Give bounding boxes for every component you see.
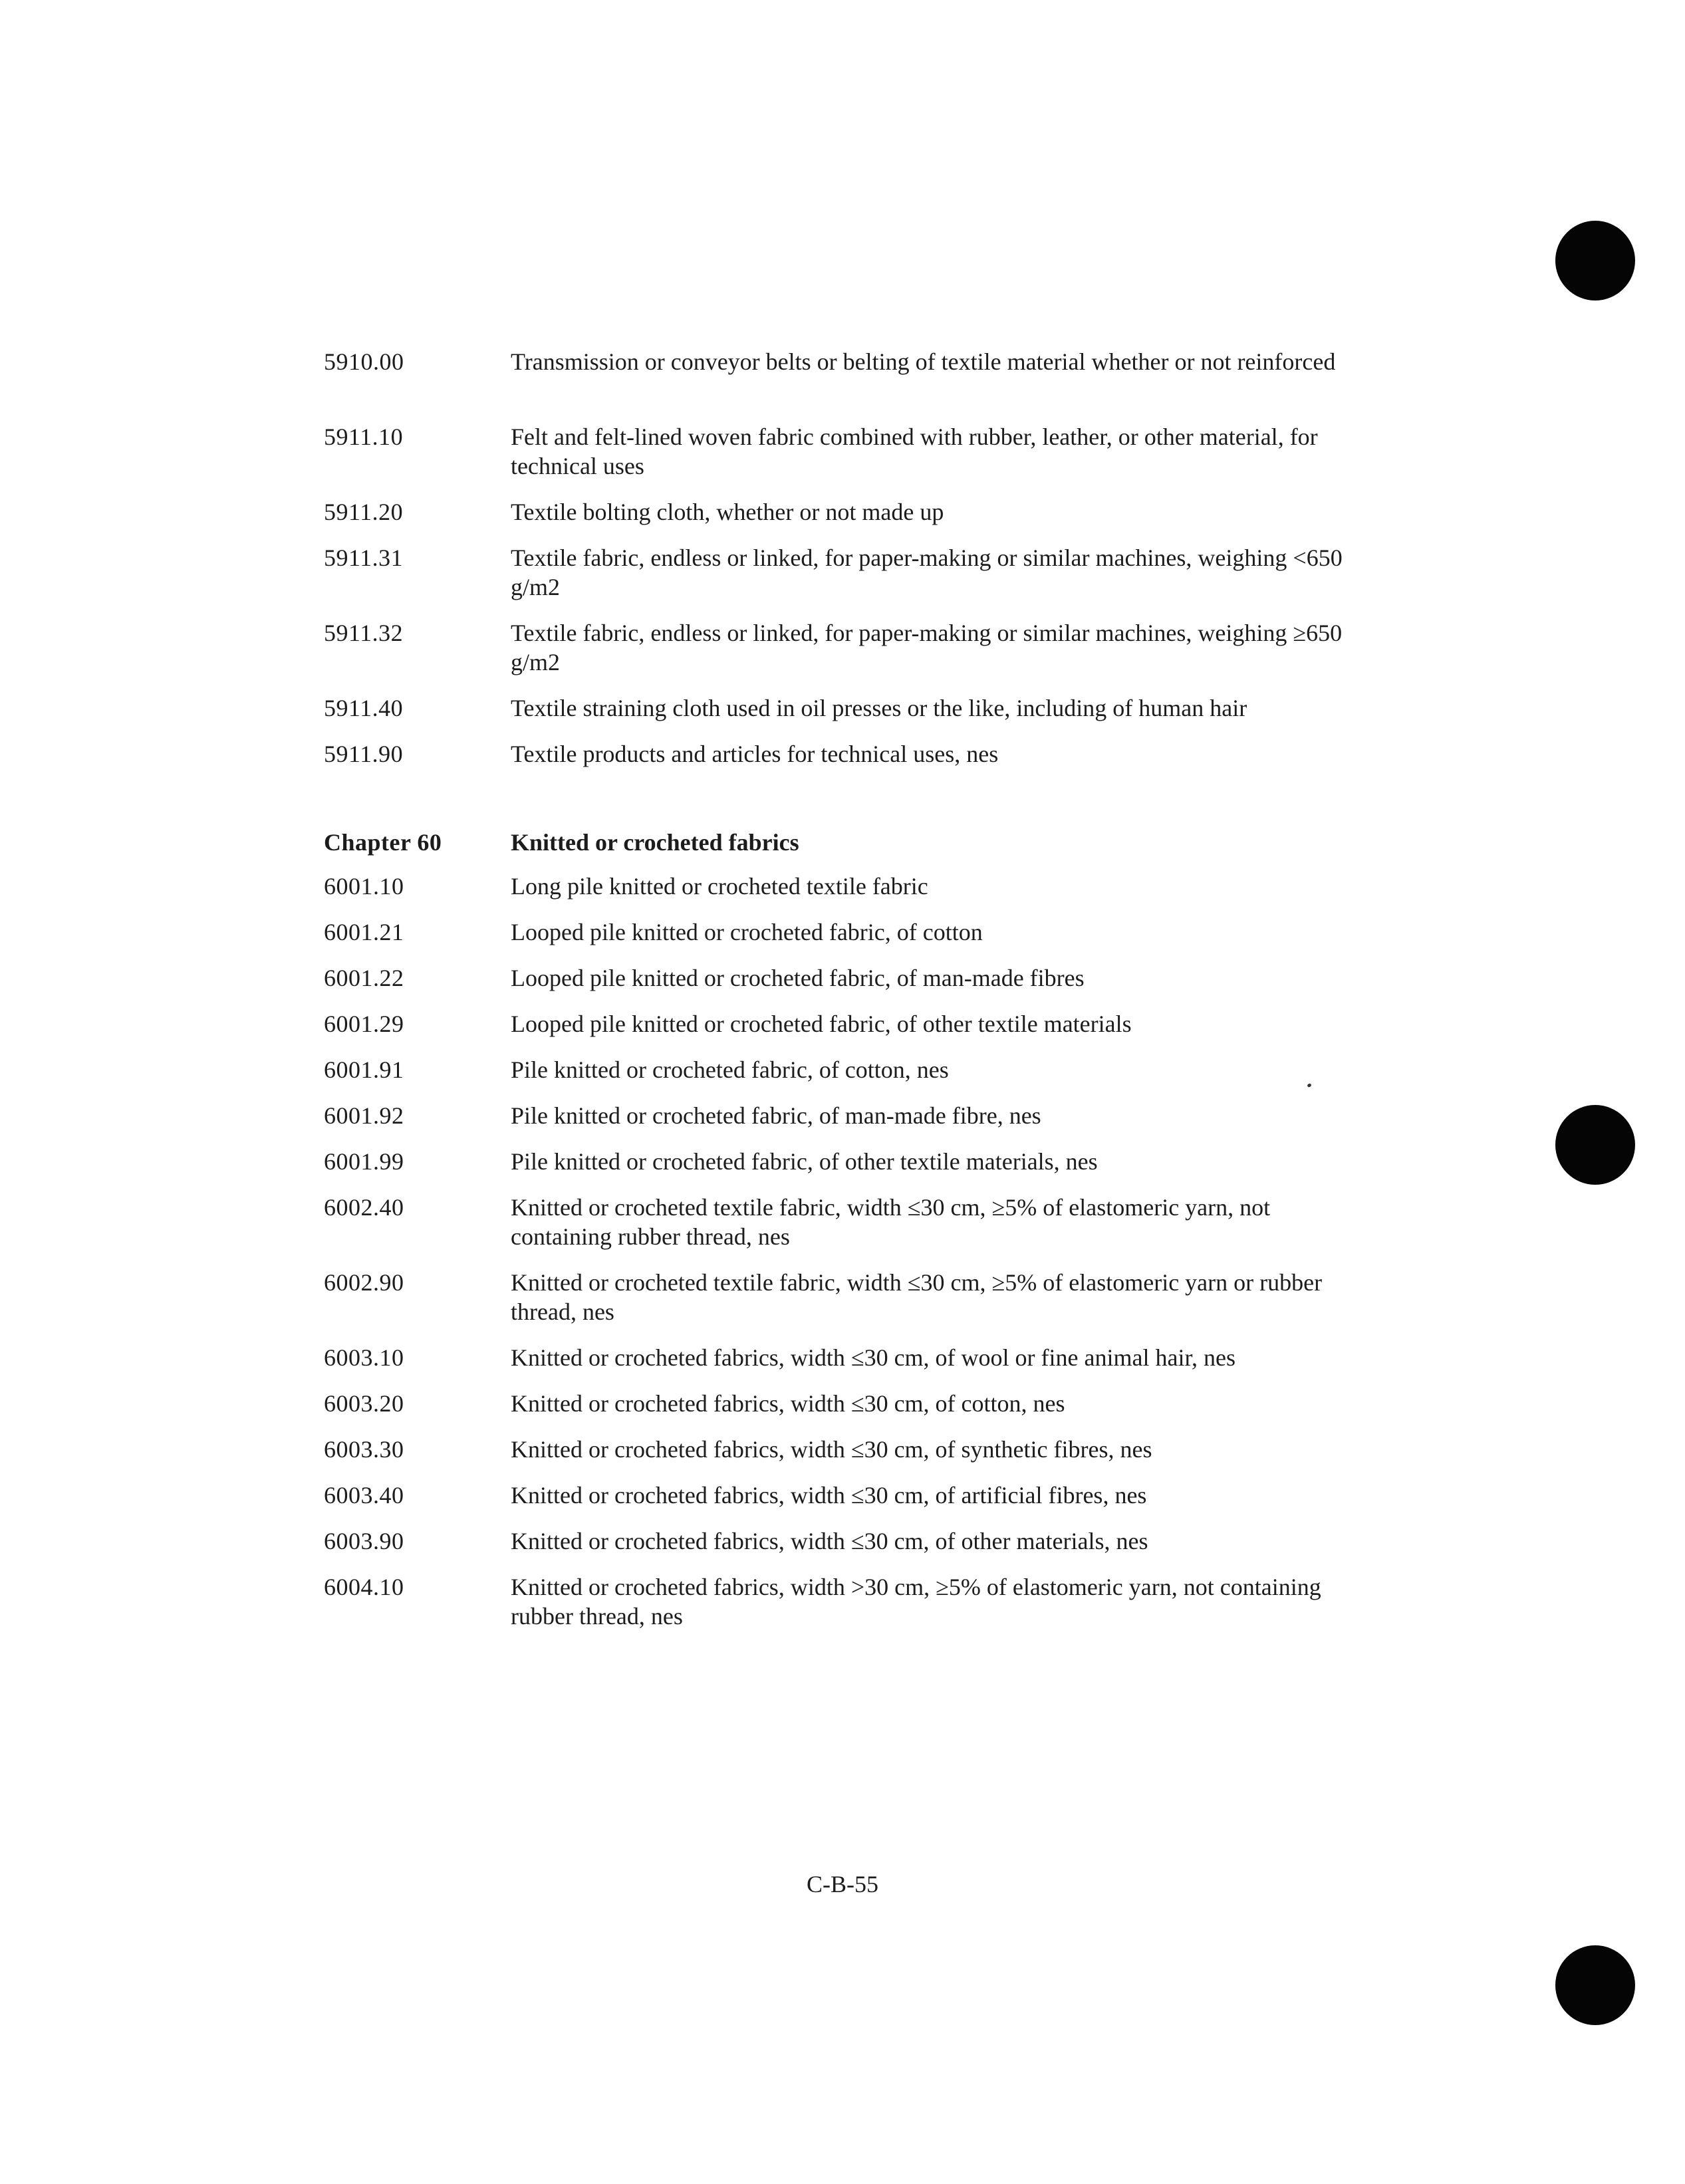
tariff-description: Textile products and articles for technical uses, nes xyxy=(511,741,999,767)
chapter-60-group xyxy=(324,828,1388,1647)
tariff-description: Looped pile knitted or crocheted fabric, of other textile materials xyxy=(511,1011,1132,1037)
table-row xyxy=(324,347,1388,422)
table-row xyxy=(324,422,1388,497)
tariff-code: 6001.92 xyxy=(324,1102,404,1129)
tariff-list xyxy=(324,347,1388,1647)
tariff-description: Textile bolting cloth, whether or not made up xyxy=(511,499,944,525)
table-row xyxy=(324,1435,1388,1481)
tariff-code: 6003.30 xyxy=(324,1436,404,1463)
table-row xyxy=(324,917,1388,963)
binder-hole-middle xyxy=(1555,1105,1635,1185)
tariff-code: 6001.10 xyxy=(324,873,404,900)
tariff-code: 5911.32 xyxy=(324,620,404,646)
table-row xyxy=(324,1572,1388,1647)
table-row xyxy=(324,1526,1388,1572)
tariff-description: Knitted or crocheted fabrics, width ≤30 cm, of artificial fibres, nes xyxy=(511,1482,1147,1509)
tariff-code: 6003.90 xyxy=(324,1528,404,1554)
tariff-code: 6001.29 xyxy=(324,1011,404,1037)
tariff-code: 5911.10 xyxy=(324,424,404,450)
tariff-code: 5911.31 xyxy=(324,545,404,571)
tariff-description: Pile knitted or crocheted fabric, of other textile materials, nes xyxy=(511,1148,1098,1175)
binder-hole-bottom xyxy=(1555,1945,1635,2025)
table-row xyxy=(324,739,1388,785)
tariff-description: Pile knitted or crocheted fabric, of cotton, nes xyxy=(511,1056,949,1083)
chapter-title: Knitted or crocheted fabrics xyxy=(511,829,799,856)
tariff-code: 6004.10 xyxy=(324,1574,404,1600)
tariff-code: 6003.10 xyxy=(324,1344,404,1371)
tariff-description: Knitted or crocheted fabrics, width ≤30 cm, of cotton, nes xyxy=(511,1390,1065,1417)
binder-hole-top xyxy=(1555,221,1635,301)
tariff-code: 6003.40 xyxy=(324,1482,404,1509)
table-row xyxy=(324,1147,1388,1193)
tariff-code: 6001.91 xyxy=(324,1056,404,1083)
tariff-code: 6002.90 xyxy=(324,1269,404,1296)
tariff-description: Felt and felt-lined woven fabric combined with rubber, leather, or other material, for technical uses xyxy=(511,424,1318,479)
table-row xyxy=(324,1343,1388,1389)
table-row xyxy=(324,618,1388,693)
tariff-code: 5910.00 xyxy=(324,348,404,375)
tariff-description: Knitted or crocheted fabrics, width ≤30 cm, of other materials, nes xyxy=(511,1528,1148,1554)
tariff-code: 6002.40 xyxy=(324,1194,404,1221)
table-row xyxy=(324,1193,1388,1268)
tariff-code: 6001.21 xyxy=(324,919,404,945)
table-row xyxy=(324,1009,1388,1055)
tariff-description: Transmission or conveyor belts or belting of textile material whether or not reinforced xyxy=(511,348,1336,375)
tariff-code: 5911.40 xyxy=(324,695,404,721)
table-row xyxy=(324,1389,1388,1435)
tariff-code: 5911.90 xyxy=(324,741,404,767)
tariff-code: 5911.20 xyxy=(324,499,404,525)
tariff-code: 6001.99 xyxy=(324,1148,404,1175)
table-row xyxy=(324,1055,1388,1101)
tariff-description: Pile knitted or crocheted fabric, of man-made fibre, nes xyxy=(511,1102,1041,1129)
chapter-heading xyxy=(324,828,1388,872)
tariff-description: Textile fabric, endless or linked, for paper-making or similar machines, weighing ≥650 g/m2 xyxy=(511,620,1343,675)
table-row xyxy=(324,1268,1388,1343)
table-row xyxy=(324,497,1388,543)
heading-5910-5911-group xyxy=(324,347,1388,785)
tariff-description: Looped pile knitted or crocheted fabric, of man-made fibres xyxy=(511,965,1085,991)
table-row xyxy=(324,1481,1388,1526)
table-row xyxy=(324,872,1388,917)
chapter-label: Chapter 60 xyxy=(324,829,442,856)
tariff-description: Knitted or crocheted fabrics, width >30 cm, ≥5% of elastomeric yarn, not containing rubber thread, nes xyxy=(511,1574,1321,1630)
table-row xyxy=(324,963,1388,1009)
tariff-description: Knitted or crocheted textile fabric, width ≤30 cm, ≥5% of elastomeric yarn, not containing rubber thread, nes xyxy=(511,1194,1271,1250)
tariff-description: Knitted or crocheted textile fabric, width ≤30 cm, ≥5% of elastomeric yarn or rubber thread, nes xyxy=(511,1269,1323,1325)
tariff-description: Long pile knitted or crocheted textile fabric xyxy=(511,873,928,900)
table-row xyxy=(324,1101,1388,1147)
tariff-description: Looped pile knitted or crocheted fabric, of cotton xyxy=(511,919,983,945)
tariff-code: 6001.22 xyxy=(324,965,404,991)
table-row xyxy=(324,693,1388,739)
tariff-code: 6003.20 xyxy=(324,1390,404,1417)
page-number: C-B-55 xyxy=(807,1871,878,1897)
tariff-description: Knitted or crocheted fabrics, width ≤30 cm, of synthetic fibres, nes xyxy=(511,1436,1152,1463)
tariff-description: Knitted or crocheted fabrics, width ≤30 cm, of wool or fine animal hair, nes xyxy=(511,1344,1235,1371)
table-row xyxy=(324,543,1388,618)
tariff-description: Textile straining cloth used in oil presses or the like, including of human hair xyxy=(511,695,1247,721)
tariff-description: Textile fabric, endless or linked, for paper-making or similar machines, weighing <650 g/m2 xyxy=(511,545,1343,600)
